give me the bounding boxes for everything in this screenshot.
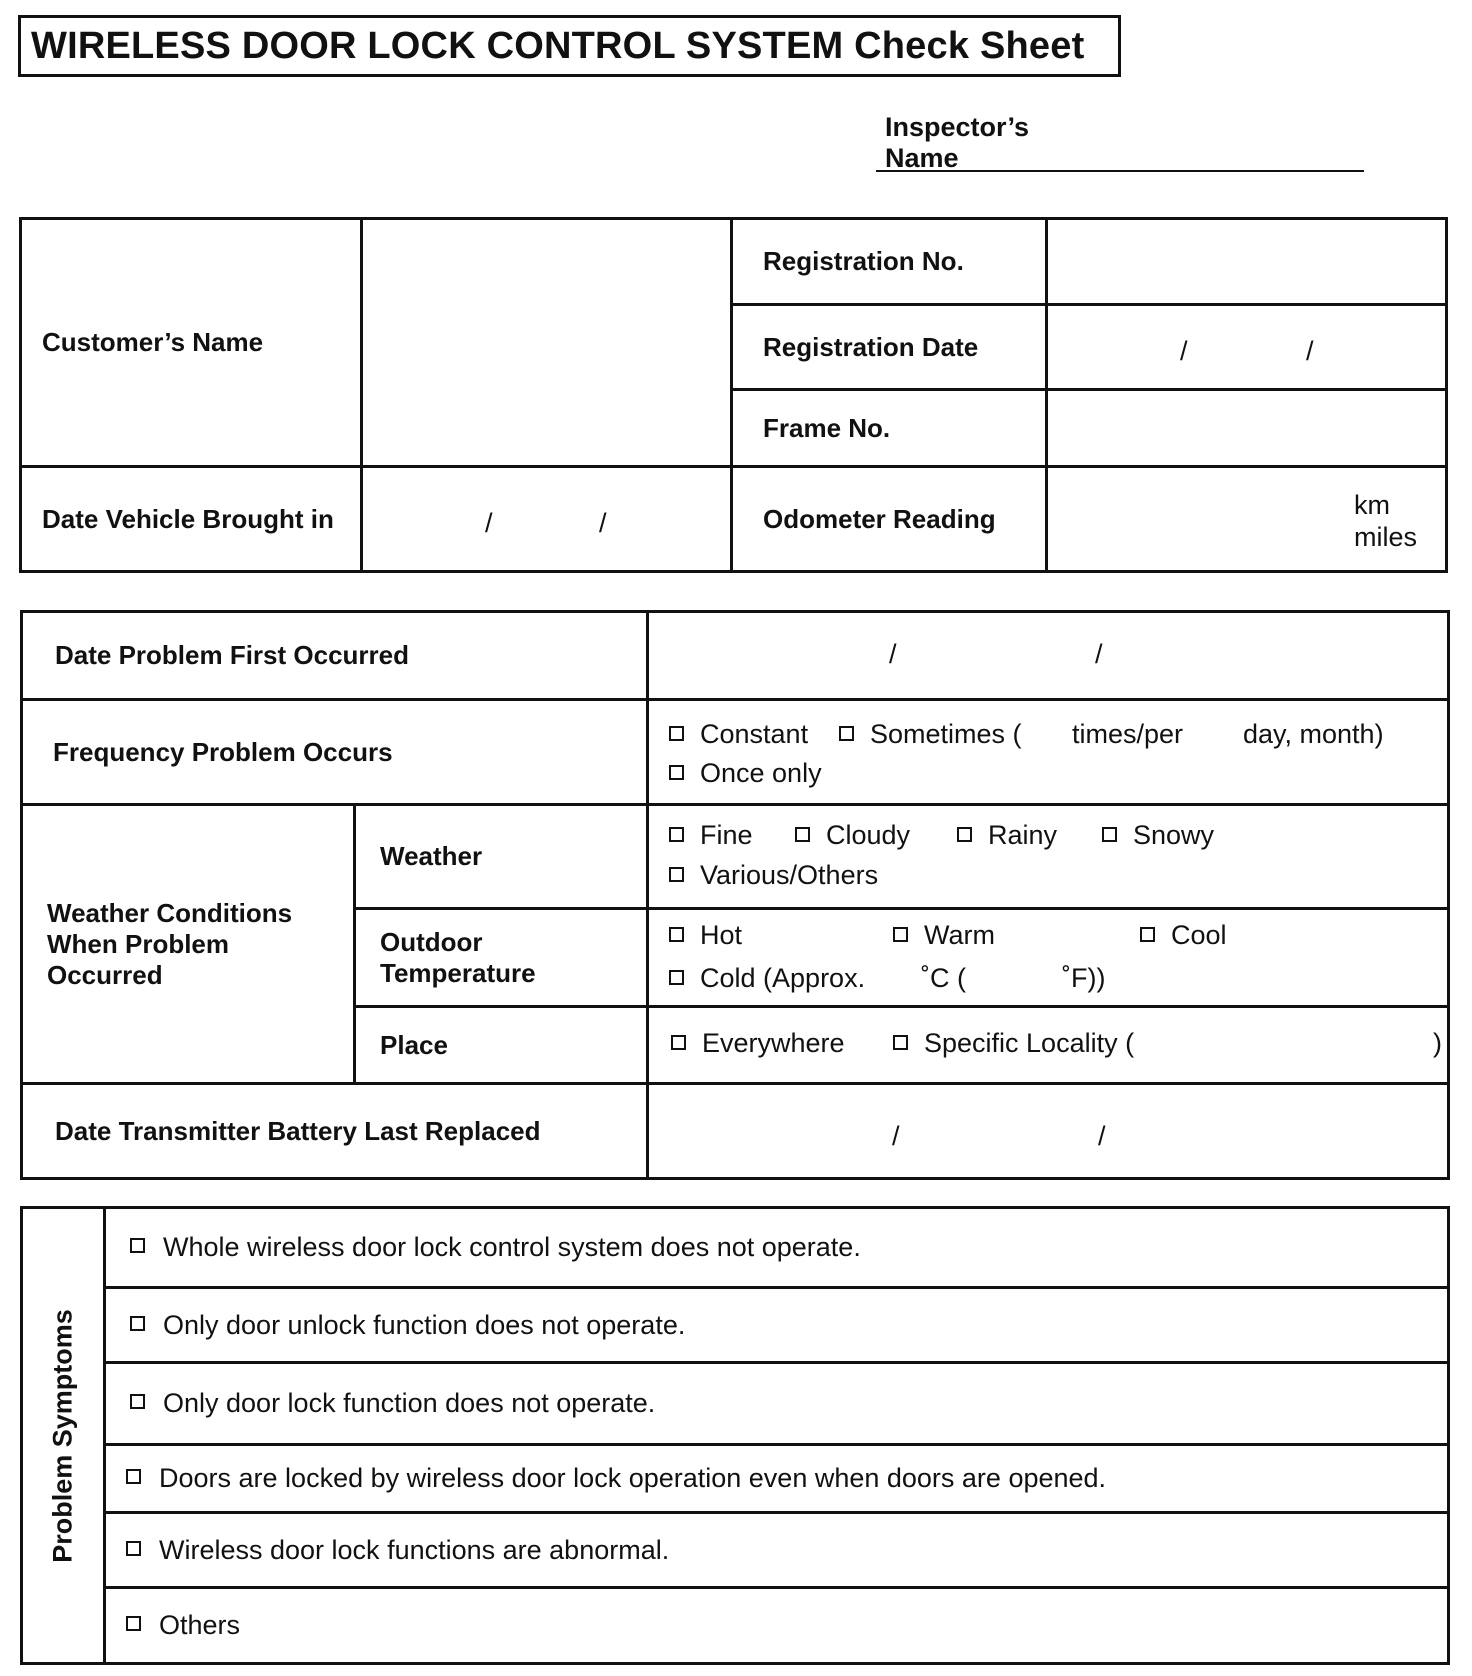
temp-cold-option[interactable]: [669, 963, 865, 994]
checkbox-icon[interactable]: [1140, 927, 1155, 942]
checkbox-icon[interactable]: [126, 1616, 141, 1631]
date-separator: /: [1095, 639, 1103, 669]
weather-snowy-option[interactable]: [1102, 820, 1214, 851]
option-label: Cloudy: [826, 820, 911, 850]
option-label: Snowy: [1133, 820, 1215, 850]
symptom-label: Only door unlock function does not operate.: [163, 1309, 686, 1340]
temp-label-line1: Outdoor: [380, 926, 483, 957]
customer-name-field[interactable]: [362, 219, 732, 467]
group-label-line1: Weather Conditions: [47, 897, 293, 928]
symptom-item[interactable]: [105, 1513, 1449, 1588]
frequency-constant-option[interactable]: [669, 719, 808, 750]
checkbox-icon[interactable]: [669, 827, 684, 842]
option-label: Specific Locality (: [924, 1028, 1135, 1058]
checkbox-icon[interactable]: [893, 927, 908, 942]
checkbox-icon[interactable]: [669, 970, 684, 985]
checkbox-icon[interactable]: [126, 1469, 141, 1484]
date-brought-in-field[interactable]: [362, 467, 732, 572]
weather-cloudy-option[interactable]: [795, 820, 910, 851]
registration-no-field[interactable]: [1047, 219, 1447, 305]
outdoor-temperature-label: [355, 909, 648, 1007]
close-paren: ): [1433, 1028, 1442, 1058]
times-per-text: times/per: [1072, 719, 1184, 749]
odometer-label: Odometer Reading: [732, 467, 1047, 572]
weather-rainy-option[interactable]: [957, 820, 1057, 851]
checkbox-icon[interactable]: [669, 867, 684, 882]
option-label: Cool: [1171, 920, 1227, 950]
date-brought-in-label: Date Vehicle Brought in: [21, 467, 362, 572]
date-separator: /: [599, 508, 607, 538]
weather-label: Weather: [355, 805, 648, 909]
odometer-unit-km: km: [1354, 490, 1390, 520]
inspector-name-field[interactable]: [876, 170, 1364, 172]
group-label-line2: When Problem: [47, 928, 230, 959]
option-label: Once only: [700, 758, 822, 788]
inspector-label-line2: Name: [885, 143, 959, 173]
temperature-options: [648, 909, 1449, 1007]
frequency-once-option[interactable]: [669, 758, 822, 789]
registration-date-field[interactable]: [1047, 305, 1447, 390]
symptom-label: Doors are locked by wireless door lock operation even when doors are opened.: [159, 1463, 1107, 1493]
checkbox-icon[interactable]: [839, 726, 854, 741]
date-first-occurred-field[interactable]: [648, 612, 1449, 700]
group-label-line3: Occurred: [47, 959, 163, 990]
weather-fine-option[interactable]: [669, 820, 753, 851]
checkbox-icon[interactable]: [126, 1541, 141, 1556]
frequency-options: [648, 700, 1449, 805]
date-separator: /: [1098, 1121, 1106, 1151]
symptom-item[interactable]: [105, 1363, 1449, 1445]
option-label: Everywhere: [702, 1028, 845, 1058]
checkbox-icon[interactable]: [130, 1238, 145, 1253]
problem-symptoms-label: Problem Symptoms: [47, 1308, 78, 1563]
battery-replaced-label: Date Transmitter Battery Last Replaced: [22, 1084, 648, 1179]
frequency-label: Frequency Problem Occurs: [22, 700, 648, 805]
checkbox-icon[interactable]: [669, 726, 684, 741]
frequency-sometimes-option[interactable]: [839, 719, 1022, 750]
problem-conditions-table: [20, 610, 1450, 1180]
date-separator: /: [485, 508, 493, 538]
odometer-field[interactable]: [1047, 467, 1447, 572]
checkbox-icon[interactable]: [893, 1035, 908, 1050]
checkbox-icon[interactable]: [957, 827, 972, 842]
temp-warm-option[interactable]: [893, 920, 995, 951]
registration-date-label: Registration Date: [732, 305, 1047, 390]
date-separator: /: [1180, 336, 1188, 366]
checkbox-icon[interactable]: [1102, 827, 1117, 842]
option-label: Warm: [924, 920, 995, 950]
weather-conditions-group-label: [22, 805, 355, 1084]
place-options: [648, 1007, 1449, 1084]
place-specific-option[interactable]: [893, 1028, 1134, 1059]
weather-options: [648, 805, 1449, 909]
frame-no-field[interactable]: [1047, 390, 1447, 467]
odometer-unit-miles: miles: [1354, 522, 1418, 552]
sheet-title: WIRELESS DOOR LOCK CONTROL SYSTEM Check Sheet: [18, 15, 1121, 77]
inspector-label-line1: Inspector’s: [885, 112, 1030, 142]
vehicle-info-table: [19, 217, 1448, 573]
option-label: Rainy: [988, 820, 1058, 850]
weather-various-option[interactable]: [669, 860, 878, 891]
checkbox-icon[interactable]: [669, 765, 684, 780]
symptom-label: Only door lock function does not operate.: [163, 1388, 656, 1418]
symptom-label: Whole wireless door lock control system does not operate.: [163, 1232, 861, 1262]
option-label: Various/Others: [700, 860, 879, 890]
date-separator: /: [1306, 336, 1314, 366]
option-label: Hot: [700, 920, 743, 950]
temp-label-line2: Temperature: [380, 957, 536, 988]
symptom-item[interactable]: [105, 1288, 1449, 1363]
fahrenheit-text: ˚F)): [1062, 963, 1106, 993]
registration-no-label: Registration No.: [732, 219, 1047, 305]
day-month-text: day, month): [1243, 719, 1384, 749]
checkbox-icon[interactable]: [795, 827, 810, 842]
symptom-item[interactable]: [105, 1208, 1449, 1288]
symptom-label: Wireless door lock functions are abnormal.: [159, 1534, 670, 1565]
checkbox-icon[interactable]: [130, 1394, 145, 1409]
celsius-text: ˚C (: [921, 963, 966, 993]
frame-no-label: Frame No.: [732, 390, 1047, 467]
problem-symptoms-table: [20, 1206, 1450, 1665]
customer-name-label: Customer’s Name: [21, 219, 362, 467]
option-label: Constant: [700, 719, 809, 749]
inspector-name-label: [885, 112, 1029, 174]
temp-cool-option[interactable]: [1140, 920, 1227, 951]
date-separator: /: [892, 1121, 900, 1151]
symptom-label: Others: [159, 1610, 241, 1640]
option-label: Sometimes (: [870, 719, 1022, 749]
checkbox-icon[interactable]: [130, 1316, 145, 1331]
date-first-occurred-label: Date Problem First Occurred: [22, 612, 648, 700]
place-label: Place: [355, 1007, 648, 1084]
problem-symptoms-section: [22, 1208, 105, 1664]
symptom-item[interactable]: [105, 1588, 1449, 1664]
battery-replaced-field[interactable]: [648, 1084, 1449, 1179]
date-separator: /: [889, 639, 897, 669]
symptom-item[interactable]: [105, 1445, 1449, 1513]
checkbox-icon[interactable]: [669, 927, 684, 942]
option-label: Fine: [700, 820, 753, 850]
checkbox-icon[interactable]: [671, 1035, 686, 1050]
option-label: Cold (Approx.: [700, 963, 866, 993]
place-everywhere-option[interactable]: [671, 1028, 845, 1059]
temp-hot-option[interactable]: [669, 920, 742, 951]
